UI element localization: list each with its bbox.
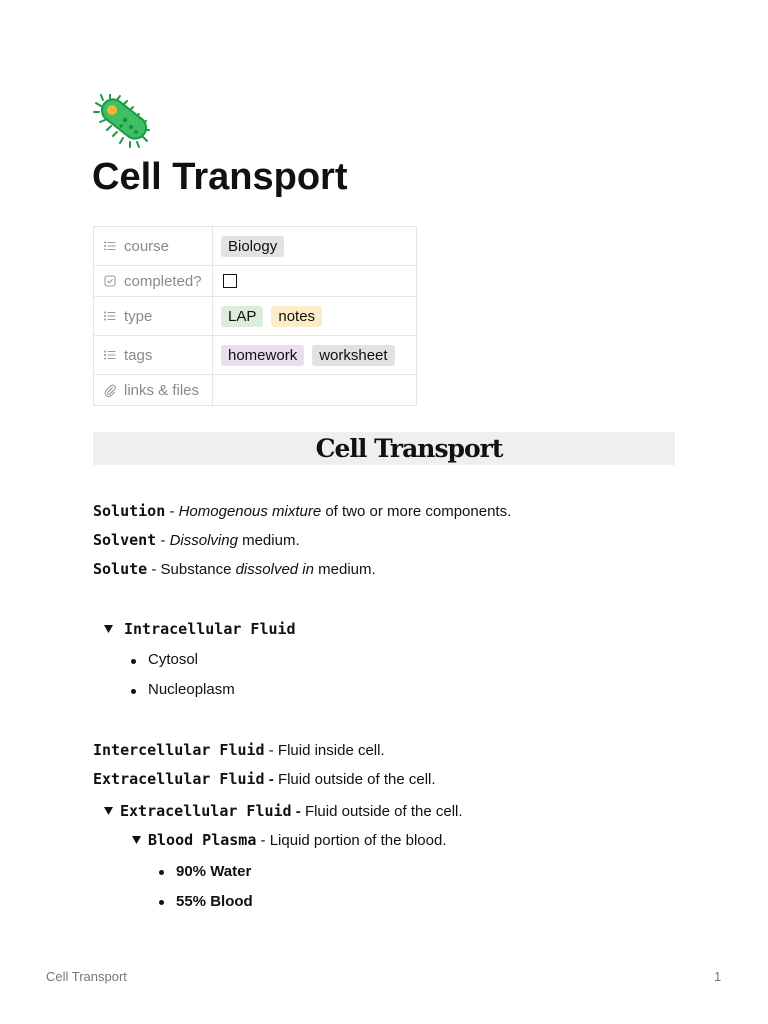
definition-extracellular-fluid: [93, 769, 436, 790]
property-value-cell[interactable]: [213, 227, 417, 266]
property-value-cell[interactable]: [213, 297, 417, 336]
property-name-cell: [94, 266, 213, 297]
property-label: completed?: [124, 272, 202, 290]
definition-text: Fluid outside of the cell.: [277, 771, 436, 788]
toggle-blood-plasma[interactable]: [132, 830, 447, 851]
toggle-triangle-icon[interactable]: [132, 836, 141, 844]
property-value-cell[interactable]: [213, 266, 417, 297]
toggle-label: Blood Plasma: [148, 831, 257, 849]
property-name-cell: [94, 375, 213, 406]
property-label: links & files: [124, 381, 200, 399]
microbe-icon[interactable]: [93, 94, 153, 148]
property-label: course: [124, 237, 170, 255]
completed-checkbox[interactable]: [223, 274, 237, 288]
property-row-tags[interactable]: [94, 336, 417, 375]
definition-term: Intercellular Fluid: [93, 741, 265, 759]
separator: -: [165, 503, 179, 520]
checkbox-icon: [103, 274, 117, 288]
tag-chip[interactable]: homework: [221, 345, 304, 366]
definition-text: medium.: [237, 532, 300, 549]
property-label: tags: [124, 346, 153, 364]
list-item: Nucleoplasm: [148, 681, 235, 698]
property-name-cell: [94, 336, 213, 375]
toggle-label: Extracellular Fluid: [120, 802, 292, 820]
property-value-cell[interactable]: [213, 375, 417, 406]
definition-text: medium.: [313, 561, 376, 578]
separator: -: [156, 532, 170, 549]
list-icon: [103, 239, 117, 253]
definition-emphasis: dissolved in: [235, 561, 314, 578]
toggle-label: Intracellular Fluid: [124, 620, 296, 638]
separator: -: [291, 803, 305, 820]
property-name-cell: [94, 297, 213, 336]
toggle-intracellular[interactable]: [104, 619, 296, 640]
definition-text: Fluid outside of the cell.: [304, 803, 463, 820]
bullet-icon: [131, 659, 136, 664]
definition-text: - Liquid portion of the blood.: [256, 832, 447, 849]
list-item: 90% Water: [176, 863, 252, 880]
properties-table: [93, 226, 417, 406]
property-label: type: [124, 307, 153, 325]
bullet-icon: [159, 900, 164, 905]
tag-chip[interactable]: notes: [271, 306, 322, 327]
definition-solution: [93, 501, 511, 522]
footer-title: Cell Transport: [46, 969, 127, 984]
toggle-extracellular[interactable]: [104, 801, 463, 822]
toggle-triangle-icon[interactable]: [104, 625, 113, 633]
definition-solvent: [93, 530, 300, 551]
property-row-type[interactable]: [94, 297, 417, 336]
page-title: Cell Transport: [92, 156, 348, 198]
definition-emphasis: Dissolving: [169, 532, 238, 549]
definition-text: - Fluid inside cell.: [264, 742, 385, 759]
definition-solute: [93, 559, 376, 580]
toggle-triangle-icon[interactable]: [104, 807, 113, 815]
property-row-links[interactable]: [94, 375, 417, 406]
tag-chip[interactable]: worksheet: [312, 345, 394, 366]
separator: -: [147, 561, 161, 578]
property-row-completed[interactable]: [94, 266, 417, 297]
list-icon: [103, 348, 117, 362]
property-row-course[interactable]: [94, 227, 417, 266]
bullet-icon: [131, 689, 136, 694]
tag-chip[interactable]: Biology: [221, 236, 284, 257]
definition-emphasis: Homogenous mixture: [178, 503, 322, 520]
section-heading: Cell Transport: [93, 432, 675, 465]
page-number: 1: [714, 969, 722, 984]
definition-term: Solvent: [93, 531, 157, 549]
property-value-cell[interactable]: [213, 336, 417, 375]
definition-term: Solute: [93, 560, 148, 578]
separator: -: [264, 771, 278, 788]
definition-intercellular-fluid: [93, 740, 385, 761]
definition-term: Extracellular Fluid: [93, 770, 265, 788]
list-icon: [103, 309, 117, 323]
bullet-icon: [159, 870, 164, 875]
definition-term: Solution: [93, 502, 166, 520]
definition-text: of two or more components.: [321, 503, 512, 520]
list-item: 55% Blood: [176, 893, 253, 910]
tag-chip[interactable]: LAP: [221, 306, 263, 327]
list-item: Cytosol: [148, 651, 199, 668]
paperclip-icon: [103, 383, 117, 397]
property-name-cell: [94, 227, 213, 266]
definition-text: Substance: [160, 561, 236, 578]
